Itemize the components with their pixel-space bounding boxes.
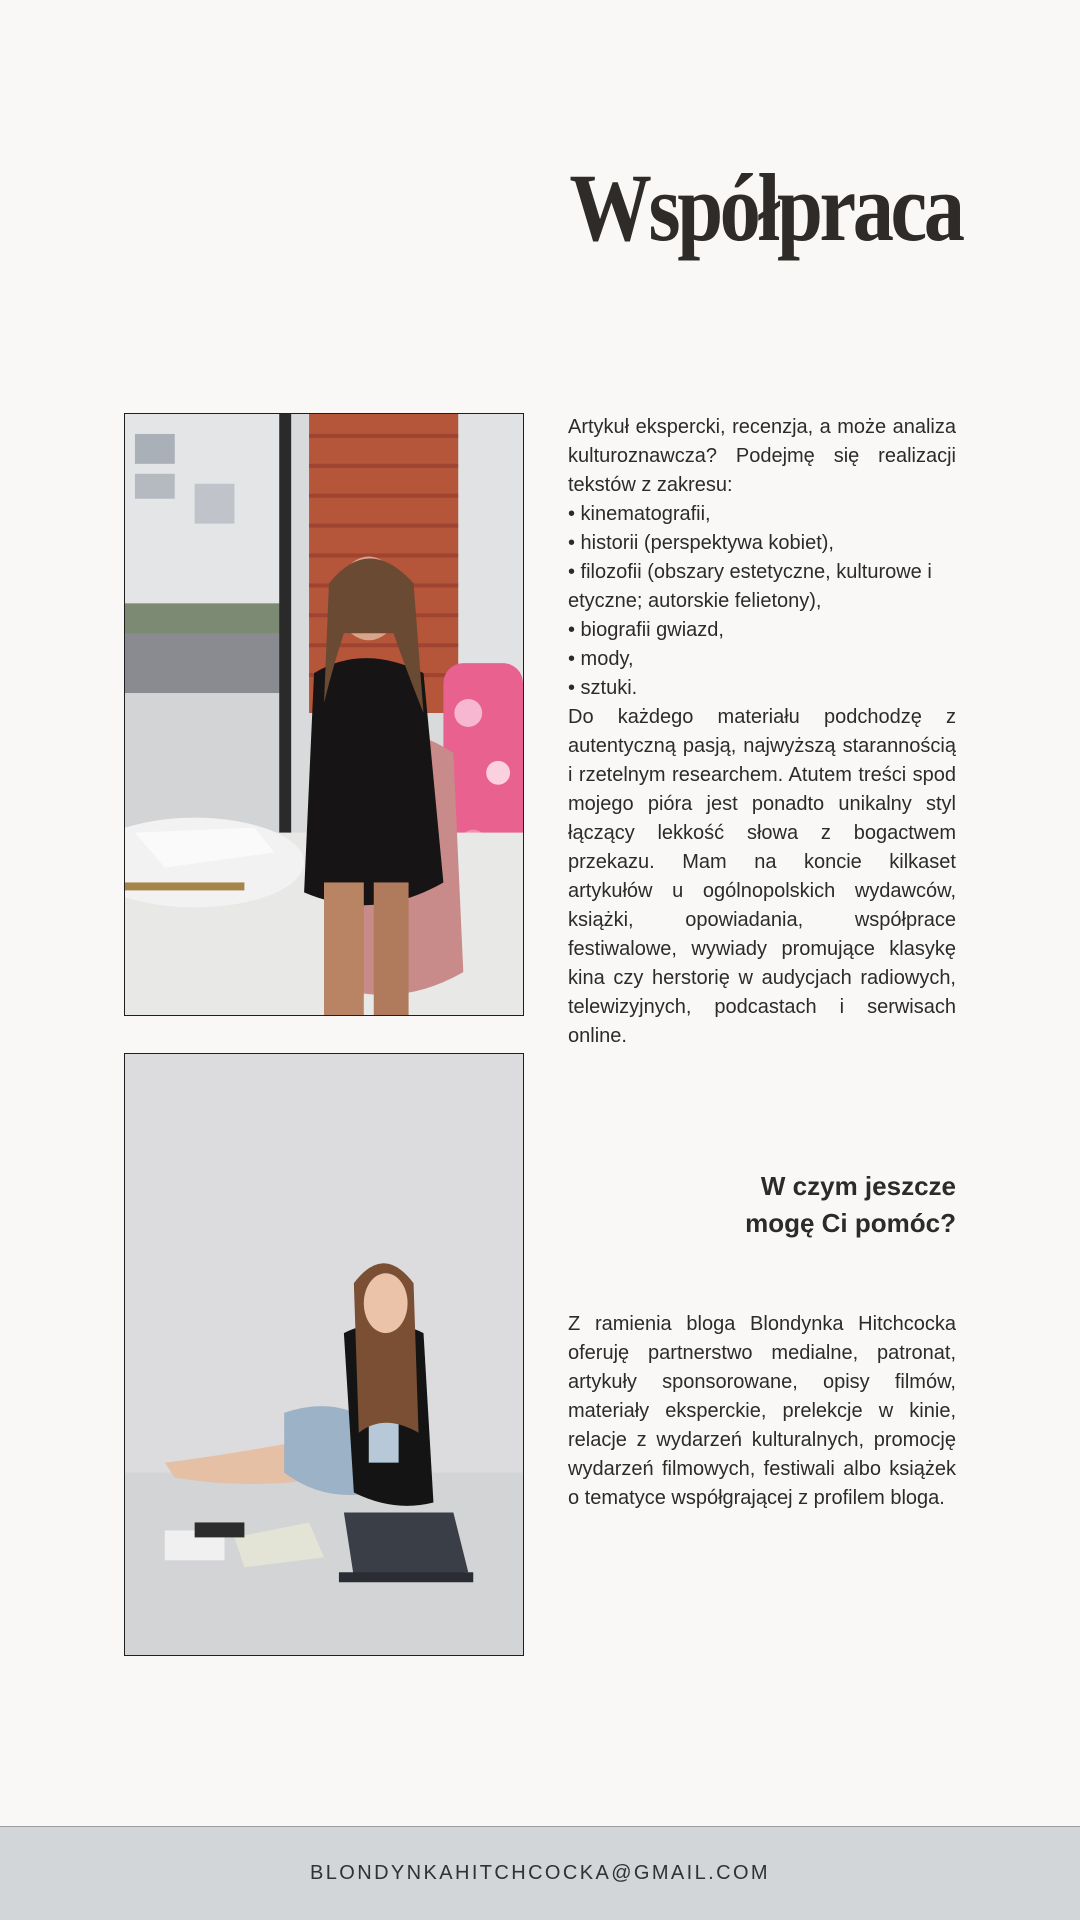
help-heading-line1: W czym jeszcze <box>760 1171 956 1201</box>
photo-cafe-writer <box>124 413 524 1016</box>
list-item: • historii (perspektywa kobiet), <box>568 532 834 554</box>
page-title: Współpraca <box>569 154 962 261</box>
help-body: Z ramienia bloga Blondynka Hitchcocka oferuję partnerstwo medialne, patronat, artykuły sponsorowane, opisy filmów, materiały eksperckie, prelekcje w kinie, relacje z wydarzeń kulturalnych, promocję wydarzeń filmowych, festiwali albo książek o tematyce współgrającej z profilem bloga. <box>568 1313 956 1509</box>
intro-text <box>568 413 956 1051</box>
photo-studio-laptop <box>124 1053 524 1656</box>
list-item: • kinematografii, <box>568 503 711 525</box>
help-heading <box>568 1168 956 1242</box>
list-item: • biografii gwiazd, <box>568 619 724 641</box>
footer <box>0 1826 1080 1920</box>
topic-list <box>568 500 956 703</box>
help-heading-line2: mogę Ci pomóc? <box>745 1208 956 1238</box>
list-item: • mody, <box>568 648 634 670</box>
list-item: • sztuki. <box>568 677 638 699</box>
email-link[interactable]: BLONDYNKAHITCHCOCKA@GMAIL.COM <box>310 1862 770 1884</box>
list-item: • filozofii (obszary estetyczne, kulturowe i etyczne; autorskie felietony), <box>568 561 932 612</box>
intro-lead: Artykuł ekspercki, recenzja, a może analiza kulturoznawcza? Podejmę się realizacji tekstów z zakresu: <box>568 416 956 496</box>
intro-body: Do każdego materiału podchodzę z autentyczną pasją, najwyższą starannością i rzetelnym researchem. Atutem treści spod mojego pióra jest ponadto unikalny styl łączący lekkość słowa z bogactwem przekazu. Mam na koncie kilkaset artykułów u ogólnopolskich wydawców, książki, opowiadania, współprace festiwalowe, wywiady promujące klasykę kina czy herstorię w audycjach radiowych, telewizyjnych, podcastach i serwisach online. <box>568 706 956 1047</box>
